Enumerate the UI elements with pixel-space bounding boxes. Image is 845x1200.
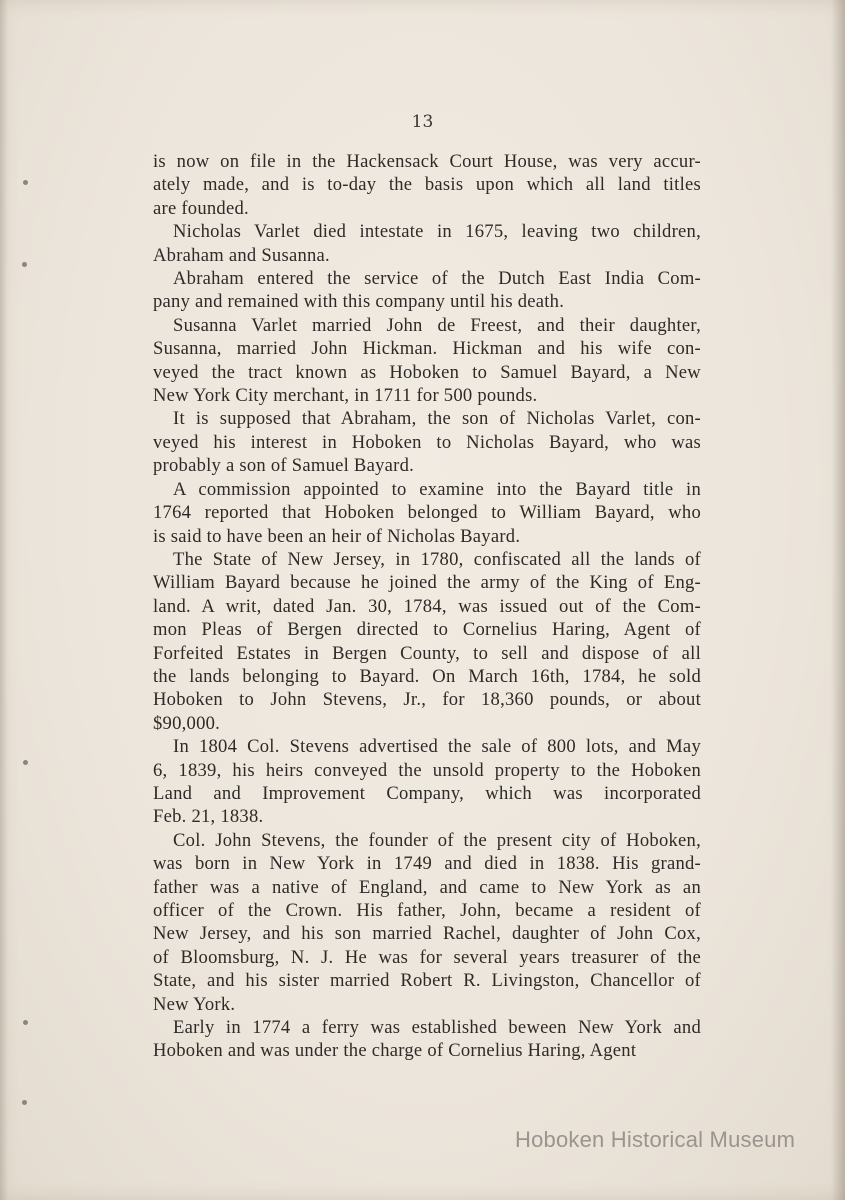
text-line: land. A writ, dated Jan. 30, 1784, was issued out of the Com- <box>153 595 701 617</box>
paragraph <box>153 267 701 314</box>
paragraph <box>153 1016 701 1063</box>
text-line: pany and remained with this company until his death. <box>153 291 565 313</box>
text-line: veyed his interest in Hoboken to Nicholas Bayard, who was <box>153 431 701 453</box>
paragraph <box>153 220 701 267</box>
text-line: State, and his sister married Robert R. Livingston, Chancellor of <box>153 970 701 992</box>
paragraph <box>153 548 701 735</box>
text-line: $90,000. <box>153 712 221 734</box>
text-line: was born in New York in 1749 and died in 1838. His grand- <box>153 853 701 875</box>
paragraph <box>153 150 701 220</box>
paragraph <box>153 407 701 477</box>
text-line: New Jersey, and his son married Rachel, daughter of John Cox, <box>153 923 701 945</box>
text-line: Col. John Stevens, the founder of the present city of Hoboken, <box>173 829 701 851</box>
text-line: is now on file in the Hackensack Court House, was very accur- <box>153 151 701 172</box>
text-line: mon Pleas of Bergen directed to Cornelius Haring, Agent of <box>153 619 701 641</box>
binding-hole-mark <box>22 1100 27 1105</box>
text-line: is said to have been an heir of Nicholas Bayard. <box>153 525 521 547</box>
text-line: Abraham and Susanna. <box>153 244 330 266</box>
text-line: ately made, and is to-day the basis upon which all land titles <box>153 174 701 196</box>
binding-hole-mark <box>23 180 28 185</box>
text-line: Hoboken to John Stevens, Jr., for 18,360 pounds, or about <box>153 689 701 711</box>
text-line: Abraham entered the service of the Dutch East India Com- <box>173 268 701 290</box>
text-line: A commission appointed to examine into the Bayard title in <box>173 478 701 500</box>
paragraph <box>153 829 701 1016</box>
text-line: Hoboken and was under the charge of Cornelius Haring, Agent <box>153 1040 637 1062</box>
binding-hole-mark <box>22 262 27 267</box>
page-right-edge-shadow <box>831 0 845 1200</box>
text-line: Susanna Varlet married John de Freest, and their daughter, <box>173 314 701 336</box>
text-line: officer of the Crown. His father, John, became a resident of <box>153 900 701 921</box>
paragraph <box>153 735 701 829</box>
museum-watermark: Hoboken Historical Museum <box>515 1127 796 1152</box>
text-line: In 1804 Col. Stevens advertised the sale of 800 lots, and May <box>173 736 701 758</box>
text-line: Susanna, married John Hickman. Hickman and his wife con- <box>153 338 701 360</box>
body-text <box>153 150 701 1063</box>
text-line: William Bayard because he joined the army of the King of Eng- <box>153 572 701 594</box>
text-line: 6, 1839, his heirs conveyed the unsold property to the Hoboken <box>153 759 701 781</box>
page-left-edge-shadow <box>0 0 8 1200</box>
text-line: Land and Improvement Company, which was incorporated <box>153 782 701 804</box>
text-line: It is supposed that Abraham, the son of Nicholas Varlet, con- <box>173 408 701 430</box>
text-line: Feb. 21, 1838. <box>153 806 264 828</box>
text-line: The State of New Jersey, in 1780, confiscated all the lands of <box>173 548 701 570</box>
text-line: New York City merchant, in 1711 for 500 pounds. <box>153 385 538 407</box>
text-line: are founded. <box>153 197 249 219</box>
text-line: New York. <box>153 993 236 1015</box>
text-line: veyed the tract known as Hoboken to Samuel Bayard, a New <box>153 361 701 383</box>
text-line: probably a son of Samuel Bayard. <box>153 455 415 477</box>
text-line: Nicholas Varlet died intestate in 1675, leaving two children, <box>173 221 701 243</box>
page-number: 13 <box>411 112 434 132</box>
text-line: Forfeited Estates in Bergen County, to sell and dispose of all <box>153 642 701 664</box>
paragraph <box>153 314 701 408</box>
binding-hole-mark <box>23 1020 28 1025</box>
text-line: of Bloomsburg, N. J. He was for several years treasurer of the <box>153 946 701 968</box>
text-line: father was a native of England, and came to New York as an <box>153 876 701 898</box>
text-line: 1764 reported that Hoboken belonged to William Bayard, who <box>153 502 701 524</box>
text-line: Early in 1774 a ferry was established beween New York and <box>173 1017 701 1039</box>
paragraph <box>153 478 701 548</box>
binding-hole-mark <box>23 760 28 765</box>
text-line: the lands belonging to Bayard. On March 16th, 1784, he sold <box>153 665 701 687</box>
